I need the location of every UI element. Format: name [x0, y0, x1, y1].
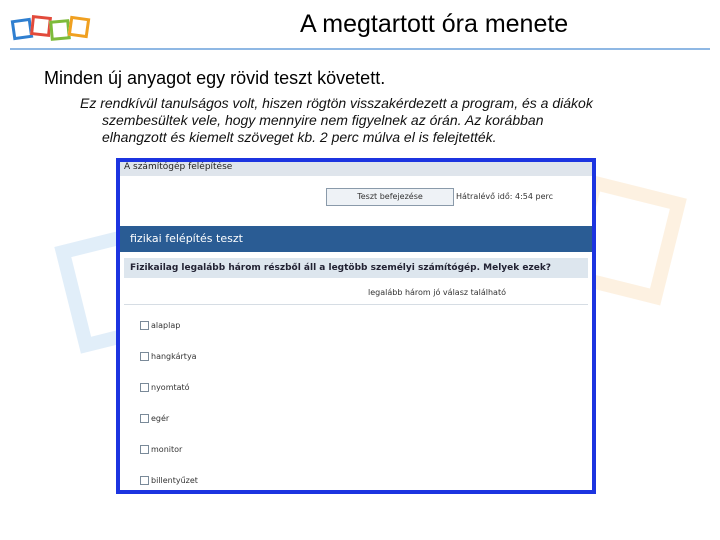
checkbox[interactable]	[140, 445, 149, 454]
checkbox[interactable]	[140, 414, 149, 423]
logo	[12, 16, 92, 42]
slide-title: A megtartott óra menete	[300, 10, 569, 38]
logo-square-orange	[68, 16, 91, 39]
answer-hint: legalább három jó válasz található	[368, 288, 506, 297]
sub-bullet	[80, 95, 680, 146]
answer-label: billentyűzet	[151, 476, 198, 485]
test-title: fizikai felépítés teszt	[120, 226, 592, 252]
header-divider	[10, 48, 710, 50]
main-bullet: Minden új anyagot egy rövid teszt követett.	[44, 68, 386, 88]
embedded-test-screenshot	[116, 158, 596, 494]
answer-option[interactable]	[140, 351, 197, 365]
answer-label: alaplap	[151, 321, 181, 330]
answer-option[interactable]	[140, 475, 198, 489]
answer-label: monitor	[151, 445, 183, 454]
checkbox[interactable]	[140, 383, 149, 392]
time-remaining: Hátralévő idő: 4:54 perc	[456, 192, 554, 201]
checkbox[interactable]	[140, 476, 149, 485]
checkbox[interactable]	[140, 352, 149, 361]
answer-option[interactable]	[140, 444, 182, 458]
answer-label: nyomtató	[151, 383, 190, 392]
window-title: A számítógép felépítése	[120, 162, 592, 176]
sub-bullet-line-2: szembesültek vele, hogy mennyire nem figyelnek az órán. Az korábban	[102, 112, 544, 128]
answer-label: hangkártya	[151, 352, 197, 361]
answer-option[interactable]	[140, 413, 169, 427]
finish-test-button[interactable]: Teszt befejezése	[326, 188, 454, 206]
answer-option[interactable]	[140, 382, 190, 396]
divider	[124, 304, 588, 305]
sub-bullet-line-3: elhangzott és kiemelt szöveget kb. 2 perc múlva el is felejtették.	[102, 129, 497, 145]
answer-option[interactable]	[140, 320, 180, 334]
question-text: Fizikailag legalább három részből áll a legtöbb személyi számítógép. Melyek ezek?	[124, 258, 588, 278]
checkbox[interactable]	[140, 321, 149, 330]
test-control-panel	[120, 176, 592, 226]
answer-label: egér	[151, 414, 170, 423]
sub-bullet-line-1: Ez rendkívül tanulságos volt, hiszen rögtön visszakérdezett a program, és a diákok	[80, 95, 593, 111]
